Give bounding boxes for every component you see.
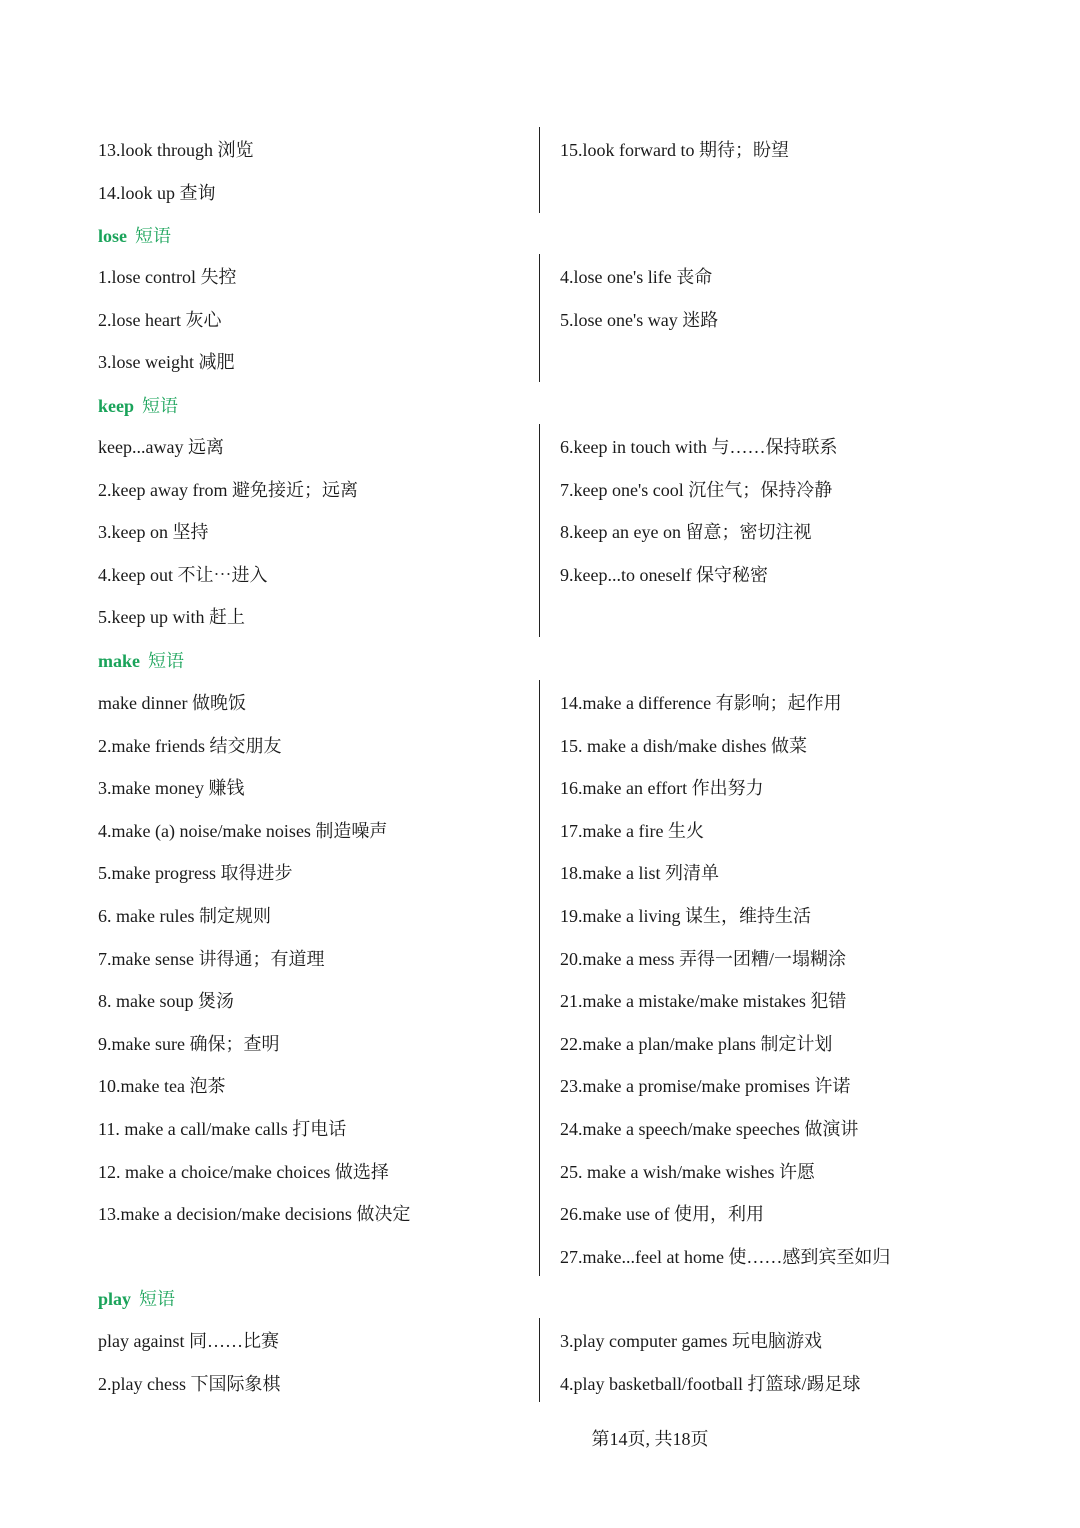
phrase-item: 11. make a call/make calls 打电话: [98, 1118, 347, 1139]
page-number: 第14页, 共18页: [591, 1429, 709, 1449]
heading-label: 短语: [135, 226, 171, 246]
heading-label: 短语: [148, 651, 184, 671]
phrase-item: 7.make sense 讲得通；有道理: [98, 948, 325, 969]
column-divider: [539, 254, 540, 382]
left-column: [98, 256, 236, 384]
phrase-item: 19.make a living 谋生，维持生活: [560, 905, 811, 926]
heading-label: 短语: [139, 1289, 176, 1309]
phrase-item: 2.make friends 结交朋友: [98, 735, 282, 756]
left-column: [98, 426, 358, 639]
phrase-item: 4.lose one's life 丧命: [560, 267, 713, 287]
phrase-item: 20.make a mess 弄得一团糟/一塌糊涂: [560, 948, 846, 969]
phrase-item: play against 同……比赛: [98, 1331, 279, 1351]
phrase-item: 26.make use of 使用，利用: [560, 1204, 764, 1225]
phrase-item: 2.lose heart 灰心: [98, 309, 222, 330]
phrase-item: keep...away 远离: [98, 437, 224, 457]
phrase-item: 4.make (a) noise/make noises 制造噪声: [98, 820, 388, 841]
phrase-item: 13.make a decision/make decisions 做决定: [98, 1204, 411, 1225]
column-divider: [539, 1318, 540, 1402]
phrase-item: 3.play computer games 玩电脑游戏: [560, 1331, 822, 1351]
phrase-item: 17.make a fire 生火: [560, 820, 704, 841]
phrase-item: 6.keep in touch with 与……保持联系: [560, 437, 838, 457]
phrase-item: 10.make tea 泡茶: [98, 1076, 226, 1097]
phrase-item: 9.keep...to oneself 保守秘密: [560, 564, 768, 585]
phrase-item: 5.lose one's way 迷路: [560, 309, 719, 330]
column-divider: [539, 127, 540, 213]
left-column: [98, 682, 410, 1236]
section-heading-lose: [98, 224, 171, 248]
phrase-item: make dinner 做晚饭: [98, 693, 246, 713]
heading-keyword: make: [98, 651, 140, 671]
phrase-item: 9.make sure 确保；查明: [98, 1033, 280, 1054]
phrase-item: 6. make rules 制定规则: [98, 905, 271, 926]
phrase-item: 8.keep an eye on 留意；密切注视: [560, 522, 812, 543]
right-column: [560, 426, 837, 596]
phrase-item: 15. make a dish/make dishes 做菜: [560, 735, 807, 756]
section-heading-make: [98, 649, 184, 673]
heading-keyword: keep: [98, 396, 134, 416]
phrase-item: 4.keep out 不让⋯进入: [98, 564, 268, 585]
phrase-item: 25. make a wish/make wishes 许愿: [560, 1161, 815, 1182]
right-column: [560, 682, 890, 1278]
phrase-item: 24.make a speech/make speeches 做演讲: [560, 1118, 859, 1139]
heading-keyword: lose: [98, 226, 127, 246]
phrase-item: 3.lose weight 减肥: [98, 352, 235, 373]
phrase-item: 3.make money 赚钱: [98, 778, 245, 799]
phrase-item: 15.look forward to 期待；盼望: [560, 140, 789, 160]
phrase-item: 2.play chess 下国际象棋: [98, 1373, 281, 1394]
right-column: [560, 1320, 860, 1405]
phrase-item: 21.make a mistake/make mistakes 犯错: [560, 991, 847, 1012]
right-column: [560, 129, 789, 172]
phrase-item: 22.make a plan/make plans 制定计划: [560, 1033, 833, 1054]
phrase-item: 2.keep away from 避免接近；远离: [98, 479, 358, 500]
heading-keyword: play: [98, 1289, 132, 1309]
left-column: [98, 129, 254, 214]
phrase-item: 4.play basketball/football 打篮球/踢足球: [560, 1373, 861, 1394]
phrase-item: 27.make...feel at home 使……感到宾至如归: [560, 1246, 891, 1267]
column-divider: [539, 424, 540, 637]
column-divider: [539, 680, 540, 1276]
phrase-item: 23.make a promise/make promises 许诺: [560, 1076, 851, 1097]
section-heading-keep: [98, 394, 178, 418]
phrase-item: 12. make a choice/make choices 做选择: [98, 1161, 389, 1182]
phrase-item: 7.keep one's cool 沉住气；保持冷静: [560, 479, 833, 500]
phrase-item: 5.keep up with 赶上: [98, 607, 245, 628]
left-column: [98, 1320, 280, 1405]
phrase-item: 14.make a difference 有影响；起作用: [560, 693, 842, 713]
phrase-item: 1.lose control 失控: [98, 267, 237, 287]
right-column: [560, 256, 718, 341]
phrase-item: 5.make progress 取得进步: [98, 863, 293, 884]
phrase-item: 14.look up 查询: [98, 182, 216, 203]
section-heading-play: [98, 1287, 175, 1311]
phrase-item: 3.keep on 坚持: [98, 522, 209, 543]
phrase-item: 13.look through 浏览: [98, 140, 254, 160]
heading-label: 短语: [142, 396, 178, 416]
phrase-item: 18.make a list 列清单: [560, 863, 719, 884]
phrase-item: 16.make an effort 作出努力: [560, 778, 764, 799]
phrase-item: 8. make soup 煲汤: [98, 991, 234, 1012]
